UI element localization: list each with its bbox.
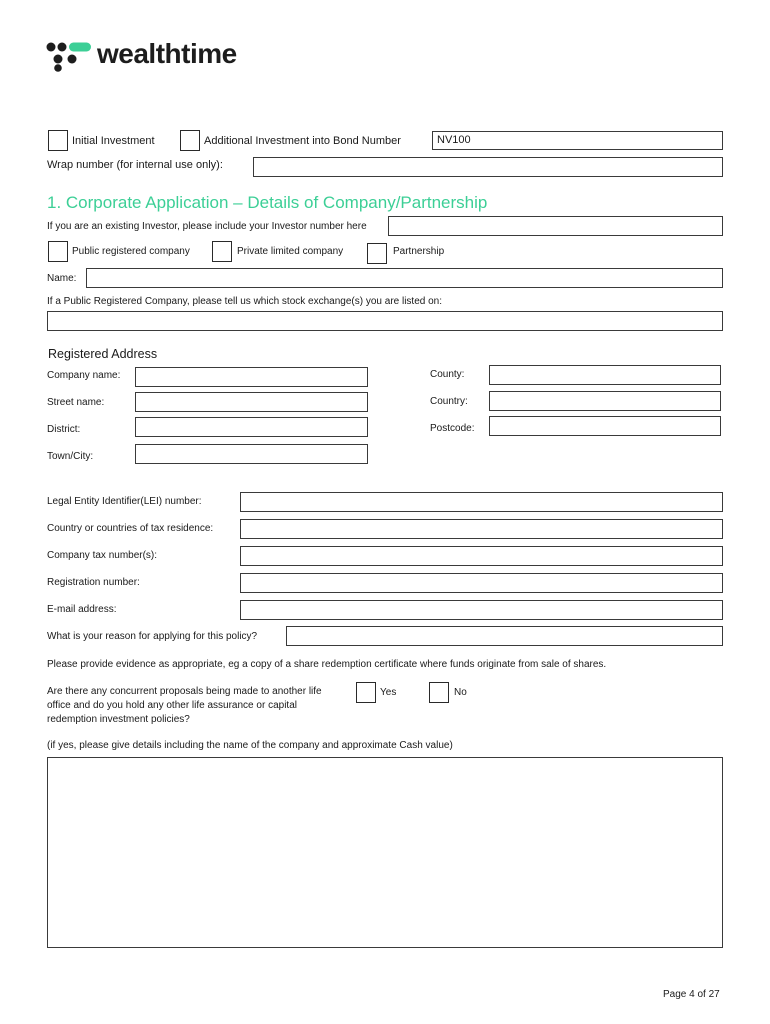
registered-address-title: Registered Address (48, 347, 158, 361)
bond-number-input[interactable]: NV100 (432, 131, 723, 150)
investor-number-input[interactable] (388, 216, 723, 236)
company-name-input[interactable] (135, 367, 368, 387)
town-input[interactable] (135, 444, 368, 464)
reason-label: What is your reason for applying for this policy? (47, 631, 258, 642)
registration-input[interactable] (240, 573, 723, 593)
town-label: Town/City: (47, 451, 94, 462)
postcode-label: Postcode: (430, 423, 475, 434)
investor-number-label: If you are an existing Investor, please include your Investor number here (47, 221, 367, 232)
initial-investment-label: Initial Investment (72, 135, 155, 147)
concurrent-no-checkbox[interactable] (429, 682, 449, 703)
email-input[interactable] (240, 600, 723, 620)
concurrent-yes-checkbox[interactable] (356, 682, 376, 703)
additional-investment-checkbox[interactable] (180, 130, 200, 151)
wrap-number-input[interactable] (253, 157, 723, 177)
name-label: Name: (47, 273, 77, 284)
company-name-label: Company name: (47, 370, 121, 381)
private-company-label: Private limited company (237, 246, 344, 257)
street-label: Street name: (47, 397, 105, 408)
district-input[interactable] (135, 417, 368, 437)
private-company-checkbox[interactable] (212, 241, 232, 262)
reason-input[interactable] (286, 626, 723, 646)
tax-residence-label: Country or countries of tax residence: (47, 523, 214, 534)
stock-exchange-label: If a Public Registered Company, please tell us which stock exchange(s) you are listed on: (47, 296, 443, 307)
initial-investment-checkbox[interactable] (48, 130, 68, 151)
wrap-number-label: Wrap number (for internal use only): (47, 159, 223, 171)
street-input[interactable] (135, 392, 368, 412)
tax-residence-input[interactable] (240, 519, 723, 539)
county-label: County: (430, 369, 465, 380)
details-textarea[interactable] (47, 757, 723, 948)
tax-number-label: Company tax number(s): (47, 550, 158, 561)
tax-number-input[interactable] (240, 546, 723, 566)
stock-exchange-input[interactable] (47, 311, 723, 331)
email-label: E-mail address: (47, 604, 117, 615)
additional-investment-label: Additional Investment into Bond Number (204, 135, 401, 147)
name-input[interactable] (86, 268, 723, 288)
page-number: Page 4 of 27 (663, 989, 720, 1000)
partnership-label: Partnership (393, 246, 445, 257)
postcode-input[interactable] (489, 416, 721, 436)
country-label: Country: (430, 396, 468, 407)
logo-dots-icon (46, 42, 94, 72)
district-label: District: (47, 424, 81, 435)
concurrent-question: Are there any concurrent proposals being made to another life office and do you hold any other life assurance or capital redemption investment policies? (47, 686, 322, 725)
partnership-checkbox[interactable] (367, 243, 387, 264)
concurrent-yes-label: Yes (380, 687, 397, 698)
public-company-label: Public registered company (72, 246, 190, 257)
details-prompt: (if yes, please give details including the name of the company and approximate Cash value) (47, 740, 453, 751)
concurrent-no-label: No (454, 687, 467, 698)
logo (46, 42, 94, 72)
county-input[interactable] (489, 365, 721, 385)
evidence-note: Please provide evidence as appropriate, eg a copy of a share redemption certificate where funds originate from sale of shares. (47, 659, 607, 670)
lei-input[interactable] (240, 492, 723, 512)
public-company-checkbox[interactable] (48, 241, 68, 262)
country-input[interactable] (489, 391, 721, 411)
registration-label: Registration number: (47, 577, 140, 588)
logo-wordmark: wealthtime (97, 38, 237, 69)
section-title: 1. Corporate Application – Details of Company/Partnership (47, 193, 488, 212)
lei-label: Legal Entity Identifier(LEI) number: (47, 496, 202, 507)
